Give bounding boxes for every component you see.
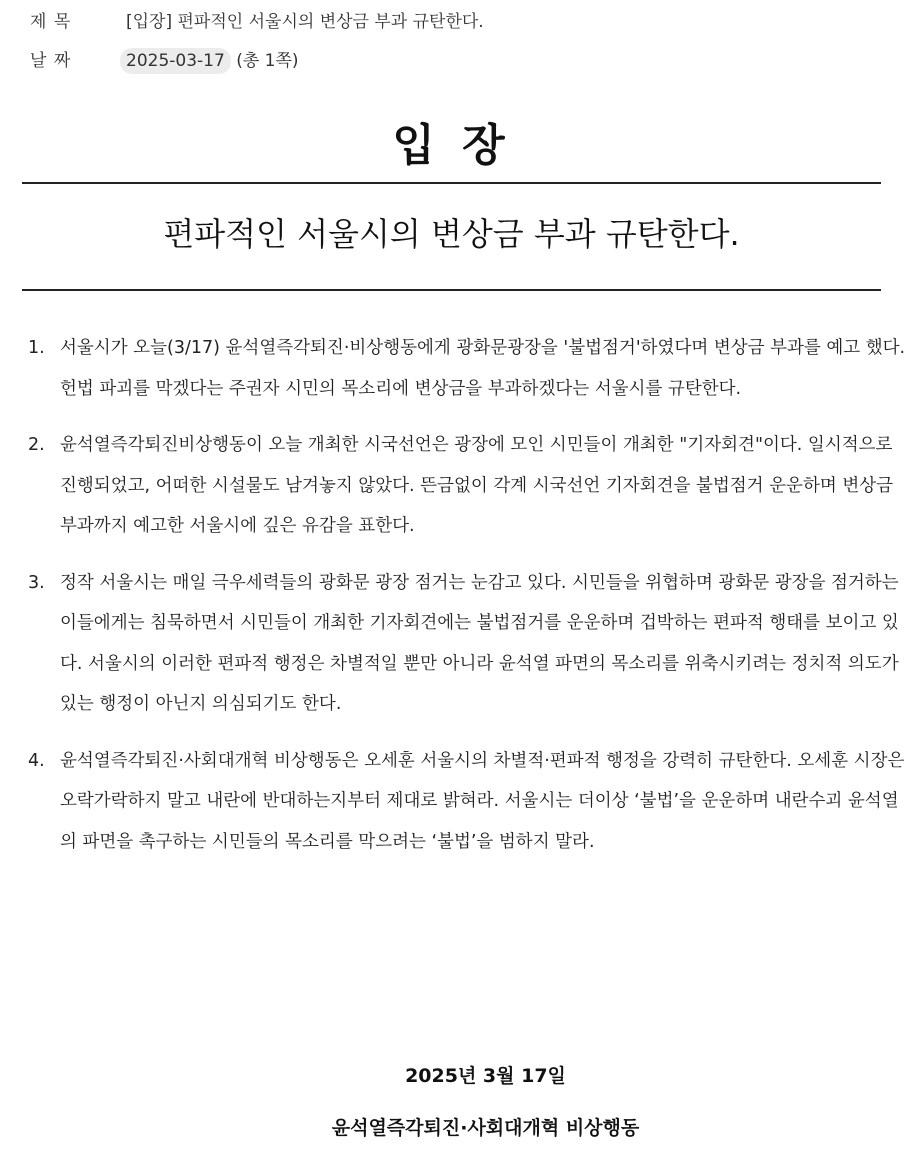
document-type-title: 입 장	[392, 120, 511, 171]
list-item-number: 3.	[28, 572, 45, 593]
list-item-number: 1.	[28, 338, 45, 358]
list-item	[22, 563, 907, 725]
list-item	[22, 328, 907, 409]
list-item-text: 정작 서울시는 매일 극우세력들의 광화문 광장 점거는 눈감고 있다. 시민들을 위협하며 광화문 광장을 점거하는 이들에게는 침묵하면서 시민들이 개최한 기자회견에는 불법점거를 운운하며 겁박하는 편파적 행태를 보이고 있다. 서울시의 이러한 편파적 행정은 차별적일 뿐만 아니라 윤석열 파면의 목소리를 위축시키려는 정치적 의도가 있는 행정이 아닌지 의심되기도 한다.	[60, 572, 899, 714]
date-row	[30, 48, 299, 74]
list-item-number: 4.	[28, 750, 45, 771]
list-item-text: 윤석열즉각퇴진비상행동이 오늘 개최한 시국선언은 광장에 모인 시민들이 개최한 "기자회견"이다. 일시적으로 진행되었고, 어떠한 시설물도 남겨놓지 않았다. 뜬금없이 각계 시국선언 기자회견을 불법점거 운운하며 변상금 부과까지 예고한 서울시에 깊은 유감을 표한다.	[60, 435, 894, 536]
bottom-divider	[22, 289, 881, 291]
subject-value: [입장] 편파적인 서울시의 변상금 부과 규탄한다.	[126, 12, 484, 32]
statement-list	[22, 328, 907, 862]
list-item	[22, 741, 907, 863]
headline: 편파적인 서울시의 변상금 부과 규탄한다.	[163, 215, 740, 253]
date-label: 날 짜	[30, 51, 72, 71]
footer-organization: 윤석열즉각퇴진·사회대개혁 비상행동	[331, 1117, 640, 1139]
subject-label: 제 목	[30, 12, 72, 32]
list-item-number: 2.	[28, 435, 45, 455]
date-value: 2025-03-17	[120, 48, 231, 74]
list-item-text: 윤석열즉각퇴진·사회대개혁 비상행동은 오세훈 서울시의 차별적·편파적 행정을 강력히 규탄한다. 오세훈 시장은 오락가락하지 말고 내란에 반대하는지부터 제대로 밝혀라. 서울시는 더이상 ‘불법’을 운운하며 내란수괴 윤석열의 파면을 촉구하는 시민들의 목소리를 막으려는 ‘불법’을 범하지 말라.	[60, 750, 905, 852]
subject-row	[30, 10, 484, 34]
list-item	[22, 425, 907, 547]
top-divider	[22, 182, 881, 184]
page-count: (총 1쪽)	[236, 51, 299, 71]
footer-date: 2025년 3월 17일	[405, 1065, 566, 1087]
list-item-text: 서울시가 오늘(3/17) 윤석열즉각퇴진·비상행동에게 광화문광장을 '불법점거'하였다며 변상금 부과를 예고 했다. 헌법 파괴를 막겠다는 주권자 시민의 목소리에 변상금을 부과하겠다는 서울시를 규탄한다.	[60, 338, 906, 399]
